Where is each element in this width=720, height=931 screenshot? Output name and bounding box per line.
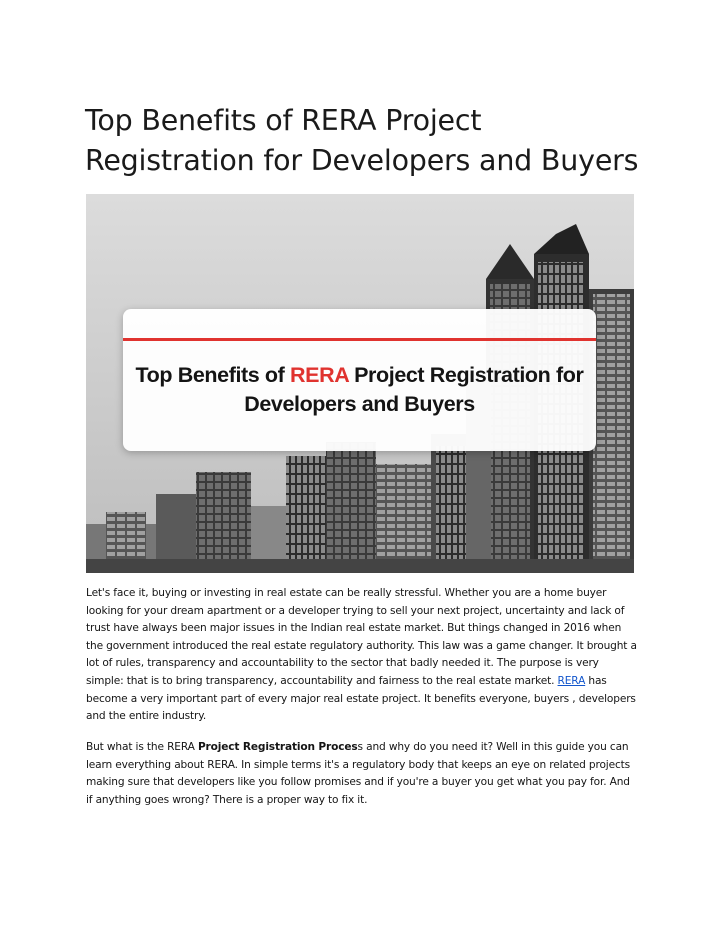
hero-image <box>86 194 634 573</box>
paragraph-intro <box>86 585 638 726</box>
banner-title-part1: Top Benefits of <box>135 363 290 387</box>
rera-link[interactable]: RERA <box>557 674 586 687</box>
paragraph-two-text: But what is the RERA <box>86 741 198 753</box>
paragraph-intro-text-end: has become a very important part of every major real estate project. It benefits everyone, buyers , developers and the entire industry. <box>86 674 636 723</box>
banner-title-part2: Project Registration for Developers and Buyers <box>244 363 584 416</box>
banner-accent-line <box>123 338 596 341</box>
paragraph-intro-text: Let's face it, buying or investing in real estate can be really stressful. Whether you are a home buyer looking for your dream apartment or a developer trying to sell your next project, uncertainty and lack of trust have always been major issues in the Indian real estate market. But things changed in 2016 when the government introduced the real estate regulatory authority. This law was a game changer. It brought a lot of rules, transparency and accountability to the sector that badly needed it. The purpose is very simple: that is to bring transparency, accountability and fairness to the real estate market. <box>86 587 637 687</box>
banner-title-accent: RERA <box>290 363 349 387</box>
bold-keyword: Project Registration Proces <box>197 741 358 753</box>
paragraph-two-text-end: s and why do you need it? Well in this guide you can learn everything about RERA. In simple terms it's a regulatory body that keeps an eye on related projects making sure that developers like you follow promises and if you're a buyer you get what you pay for. And if anything goes wrong? There is a proper way to fix it. <box>86 741 630 806</box>
hero-banner <box>123 309 596 451</box>
page-title: Top Benefits of RERA Project Registration for Developers and Buyers <box>85 104 639 177</box>
banner-title <box>123 361 596 419</box>
paragraph-what-is-rera <box>86 739 638 809</box>
